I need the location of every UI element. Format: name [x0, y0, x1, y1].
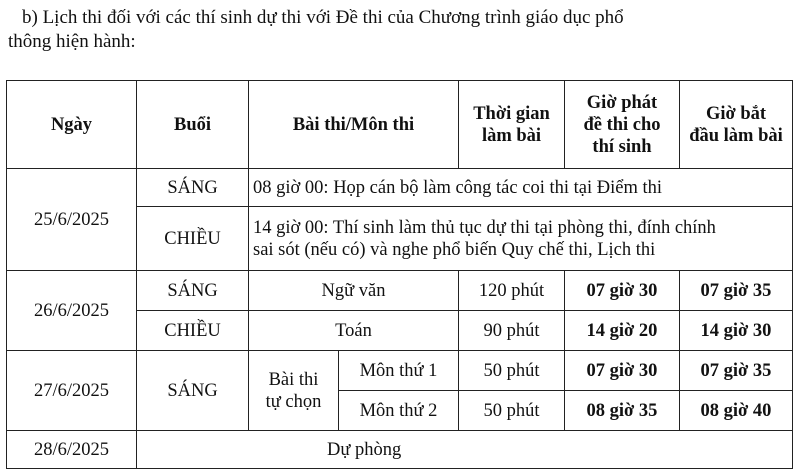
session-cell: SÁNG	[137, 169, 249, 207]
note-cell: 08 giờ 00: Họp cán bộ làm công tác coi thi tại Điểm thi	[249, 169, 793, 207]
table-row	[7, 169, 793, 207]
header-dist-line-1: Giờ phát	[586, 92, 658, 113]
duration-cell: 50 phút	[459, 351, 565, 391]
duration-cell: 120 phút	[459, 271, 565, 311]
table-row	[7, 271, 793, 311]
table-row	[7, 351, 793, 391]
elective-line-2: tự chọn	[265, 391, 322, 412]
distribution-time-cell: 14 giờ 20	[565, 311, 680, 351]
start-time-cell: 08 giờ 40	[680, 391, 793, 431]
distribution-time-cell: 07 giờ 30	[565, 271, 680, 311]
note-line-2: sai sót (nếu có) và nghe phổ biến Quy chế thi, Lịch thi	[253, 239, 656, 260]
intro-line-2: thông hiện hành:	[8, 31, 136, 52]
header-duration-line-1: Thời gian	[473, 103, 550, 124]
start-time-cell: 07 giờ 35	[680, 271, 793, 311]
exam-schedule-table	[6, 80, 793, 469]
duration-cell: 50 phút	[459, 391, 565, 431]
header-start-line-2: đầu làm bài	[689, 125, 783, 146]
subject-cell: Môn thứ 2	[339, 391, 459, 431]
session-cell: SÁNG	[137, 351, 249, 431]
header-distribution-time	[565, 81, 680, 169]
date-cell: 25/6/2025	[7, 169, 137, 271]
table-row	[7, 431, 793, 469]
session-cell: SÁNG	[137, 271, 249, 311]
header-day: Ngày	[7, 81, 137, 169]
session-cell: CHIỀU	[137, 311, 249, 351]
date-cell: 26/6/2025	[7, 271, 137, 351]
elective-line-1: Bài thi	[268, 369, 319, 390]
subject-cell: Toán	[249, 311, 459, 351]
date-cell: 27/6/2025	[7, 351, 137, 431]
subject-cell: Môn thứ 1	[339, 351, 459, 391]
header-subject: Bài thi/Môn thi	[249, 81, 459, 169]
elective-cell	[249, 351, 339, 431]
session-cell: CHIỀU	[137, 207, 249, 271]
intro-line-1: b) Lịch thi đối với các thí sinh dự thi với Đề thi của Chương trình giáo dục phổ	[22, 7, 624, 28]
subject-cell: Ngữ văn	[249, 271, 459, 311]
header-session: Buổi	[137, 81, 249, 169]
header-dist-line-3: thí sinh	[592, 136, 652, 157]
start-time-cell: 07 giờ 35	[680, 351, 793, 391]
header-duration-line-2: làm bài	[481, 125, 542, 146]
header-dist-line-2: đề thi cho	[583, 114, 661, 135]
intro-text	[8, 6, 792, 54]
duration-cell: 90 phút	[459, 311, 565, 351]
note-cell	[249, 207, 793, 271]
header-start-time	[680, 81, 793, 169]
distribution-time-cell: 07 giờ 30	[565, 351, 680, 391]
date-cell: 28/6/2025	[7, 431, 137, 469]
distribution-time-cell: 08 giờ 35	[565, 391, 680, 431]
reserve-cell: Dự phòng	[137, 431, 793, 469]
header-row	[7, 81, 793, 169]
start-time-cell: 14 giờ 30	[680, 311, 793, 351]
note-line-1: 14 giờ 00: Thí sinh làm thủ tục dự thi tại phòng thi, đính chính	[253, 217, 716, 238]
header-duration	[459, 81, 565, 169]
header-start-line-1: Giờ bắt	[705, 103, 767, 124]
